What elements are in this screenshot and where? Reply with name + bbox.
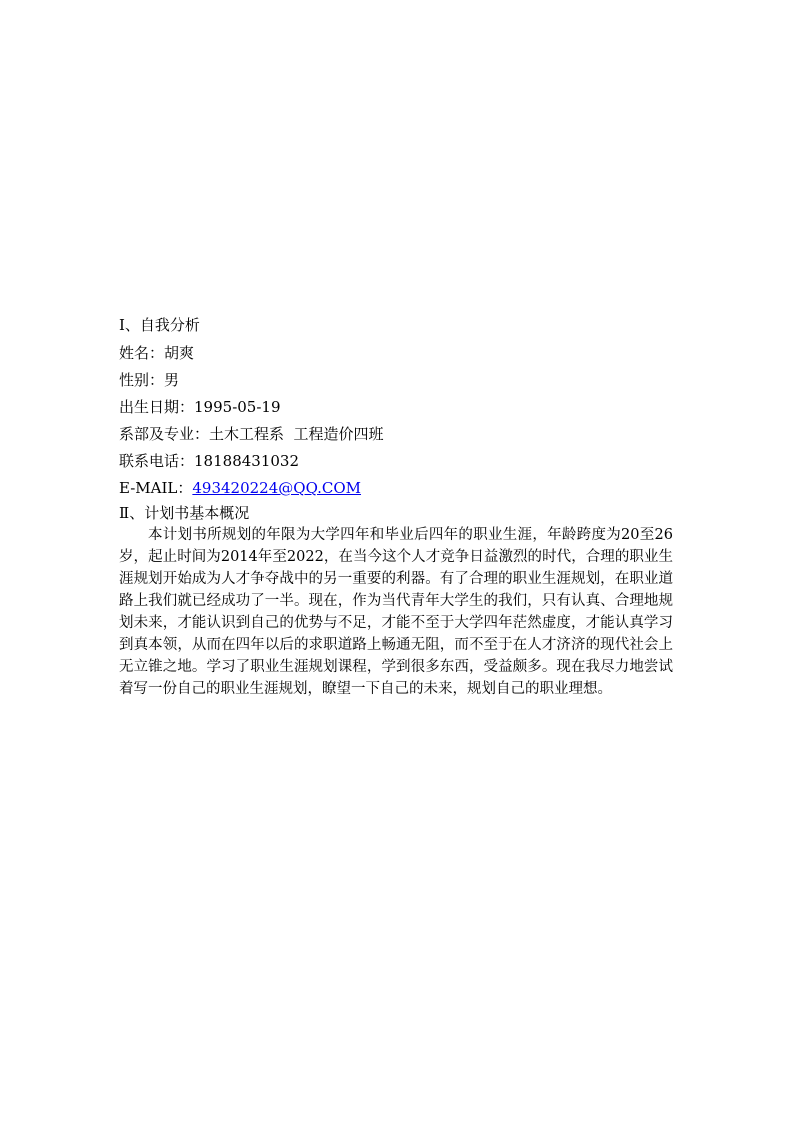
section-heading-self-analysis: Ⅰ、自我分析 <box>119 316 200 334</box>
birth-date-value: 1995-05-19 <box>194 398 281 416</box>
major-line <box>119 421 679 448</box>
name-line <box>119 340 679 367</box>
name-label: 姓名： <box>119 344 165 362</box>
document-body <box>119 314 679 700</box>
email-label: E-MAIL： <box>119 479 193 497</box>
major-value: 土木工程系 工程造价四班 <box>209 425 384 443</box>
name-value: 胡爽 <box>164 344 195 362</box>
birth-date-line <box>119 394 679 421</box>
email-line <box>119 475 679 502</box>
major-label: 系部及专业： <box>119 425 210 443</box>
phone-label: 联系电话： <box>119 452 195 470</box>
section-heading-plan-overview: Ⅱ、计划书基本概况 <box>119 504 250 522</box>
gender-value: 男 <box>164 371 180 389</box>
gender-line <box>119 367 679 394</box>
plan-overview-paragraph: 本计划书所规划的年限为大学四年和毕业后四年的职业生涯，年龄跨度为20至26岁，起止时间为2014年至2022，在当今这个人才竞争日益激烈的时代，合理的职业生涯规划开始成为人才争夺战中的另一重要的利器。有了合理的职业生涯规划，在职业道路上我们就已经成功了一半。现在，作为当代青年大学生的我们，只有认真、合理地规划未来，才能认识到自己的优势与不足，才能不至于大学四年茫然虚度，才能认真学习到真本领，从而在四年以后的求职道路上畅通无阻，而不至于在人才济济的现代社会上无立锥之地。学习了职业生涯规划课程，学到很多东西，受益颇多。现在我尽力地尝试着写一份自己的职业生涯规划，瞭望一下自己的未来，规划自己的职业理想。 <box>119 527 673 697</box>
email-link[interactable]: 493420224@QQ.COM <box>192 479 362 497</box>
birth-date-label: 出生日期： <box>119 398 195 416</box>
phone-line <box>119 448 679 475</box>
phone-value: 18188431032 <box>194 452 299 470</box>
gender-label: 性别： <box>119 371 165 389</box>
